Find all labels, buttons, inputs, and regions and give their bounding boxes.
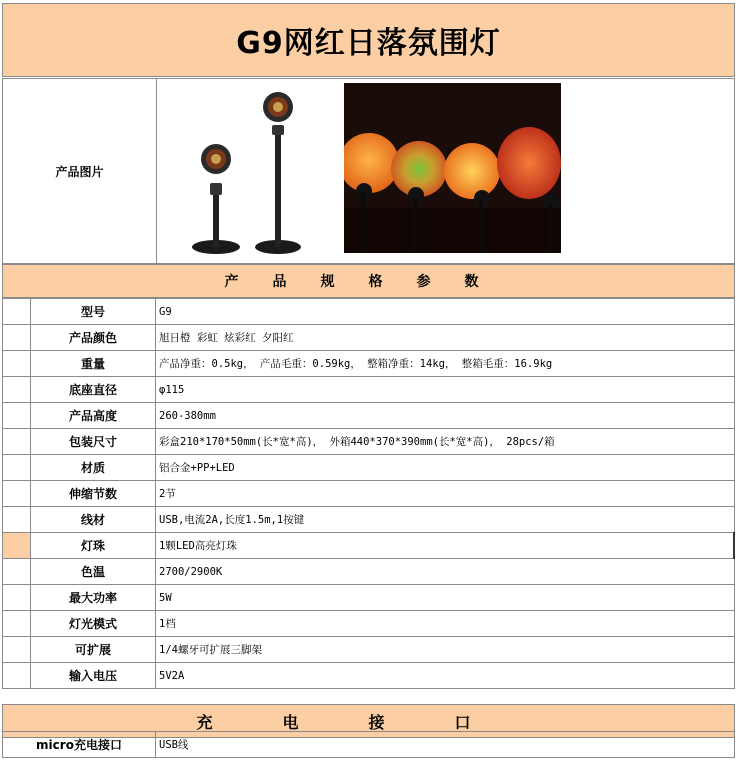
spec-key: 产品高度 bbox=[31, 403, 156, 429]
row-gutter bbox=[3, 299, 31, 325]
table-row bbox=[3, 377, 735, 403]
row-gutter bbox=[3, 325, 31, 351]
row-gutter bbox=[3, 429, 31, 455]
row-gutter bbox=[3, 377, 31, 403]
table-row bbox=[3, 637, 735, 663]
spec-value: 彩盒210*170*50mm(长*宽*高)， 外箱440*370*390mm(长*宽*高)， 28pcs/箱 bbox=[156, 429, 735, 455]
spec-key: 材质 bbox=[31, 455, 156, 481]
table-row bbox=[3, 732, 735, 758]
table-row bbox=[3, 663, 735, 689]
spec-value: 5V2A bbox=[156, 663, 735, 689]
spec-key: 灯珠 bbox=[31, 533, 156, 559]
product-image-row bbox=[2, 78, 735, 264]
table-row bbox=[3, 429, 735, 455]
spec-key: 最大功率 bbox=[31, 585, 156, 611]
row-gutter bbox=[3, 637, 31, 663]
title-band bbox=[2, 3, 735, 77]
spec-key: 产品颜色 bbox=[31, 325, 156, 351]
spec-value: G9 bbox=[156, 299, 735, 325]
row-gutter bbox=[3, 663, 31, 689]
spec-value: 1/4螺牙可扩展三脚架 bbox=[156, 637, 735, 663]
spec-value: 产品净重：0.5kg， 产品毛重：0.59kg， 整箱净重：14kg， 整箱毛重：16.9kg bbox=[156, 351, 735, 377]
row-gutter bbox=[3, 559, 31, 585]
charge-value: USB线 bbox=[156, 732, 735, 758]
table-row bbox=[3, 559, 735, 585]
spec-key: 灯光模式 bbox=[31, 611, 156, 637]
table-row bbox=[3, 507, 735, 533]
spec-value: 旭日橙 彩虹 炫彩红 夕阳红 bbox=[156, 325, 735, 351]
spec-key: 底座直径 bbox=[31, 377, 156, 403]
row-gutter bbox=[3, 585, 31, 611]
sunset-effect-photo bbox=[344, 83, 561, 253]
table-row bbox=[3, 481, 735, 507]
spec-value: 1档 bbox=[156, 611, 735, 637]
row-gutter bbox=[3, 611, 31, 637]
row-gutter bbox=[3, 351, 31, 377]
spec-key: 色温 bbox=[31, 559, 156, 585]
spec-value: 1颗LED高亮灯珠 bbox=[156, 533, 735, 559]
row-gutter bbox=[3, 507, 31, 533]
spec-key: 重量 bbox=[31, 351, 156, 377]
spec-key: 包装尺寸 bbox=[31, 429, 156, 455]
table-row bbox=[3, 611, 735, 637]
table-row bbox=[3, 585, 735, 611]
lamp-product-photo bbox=[188, 89, 308, 259]
table-row bbox=[3, 299, 735, 325]
table-row bbox=[3, 325, 735, 351]
spec-section-header: 产品规格参数 bbox=[2, 264, 735, 298]
spec-value: 铝合金+PP+LED bbox=[156, 455, 735, 481]
spec-value: USB,电流2A,长度1.5m,1按键 bbox=[156, 507, 735, 533]
charge-section-header: 充电接口 bbox=[2, 704, 735, 738]
row-gutter bbox=[3, 403, 31, 429]
spec-key: 型号 bbox=[31, 299, 156, 325]
spec-value: φ115 bbox=[156, 377, 735, 403]
spec-table bbox=[2, 298, 735, 689]
spec-value: 5W bbox=[156, 585, 735, 611]
page-title: G9网红日落氛围灯 bbox=[236, 26, 501, 61]
row-gutter bbox=[3, 481, 31, 507]
row-gutter bbox=[3, 455, 31, 481]
spec-value: 2700/2900K bbox=[156, 559, 735, 585]
table-row bbox=[3, 351, 735, 377]
spec-value: 260-380mm bbox=[156, 403, 735, 429]
spec-key: 伸缩节数 bbox=[31, 481, 156, 507]
spec-value: 2节 bbox=[156, 481, 735, 507]
table-row bbox=[3, 533, 735, 559]
spec-key: 线材 bbox=[31, 507, 156, 533]
product-image-label: 产品图片 bbox=[3, 79, 157, 263]
table-row bbox=[3, 403, 735, 429]
table-row bbox=[3, 455, 735, 481]
charge-key: micro充电接口 bbox=[3, 732, 156, 758]
charge-table bbox=[2, 731, 735, 758]
row-gutter bbox=[3, 533, 31, 559]
spec-key: 可扩展 bbox=[31, 637, 156, 663]
spec-key: 输入电压 bbox=[31, 663, 156, 689]
